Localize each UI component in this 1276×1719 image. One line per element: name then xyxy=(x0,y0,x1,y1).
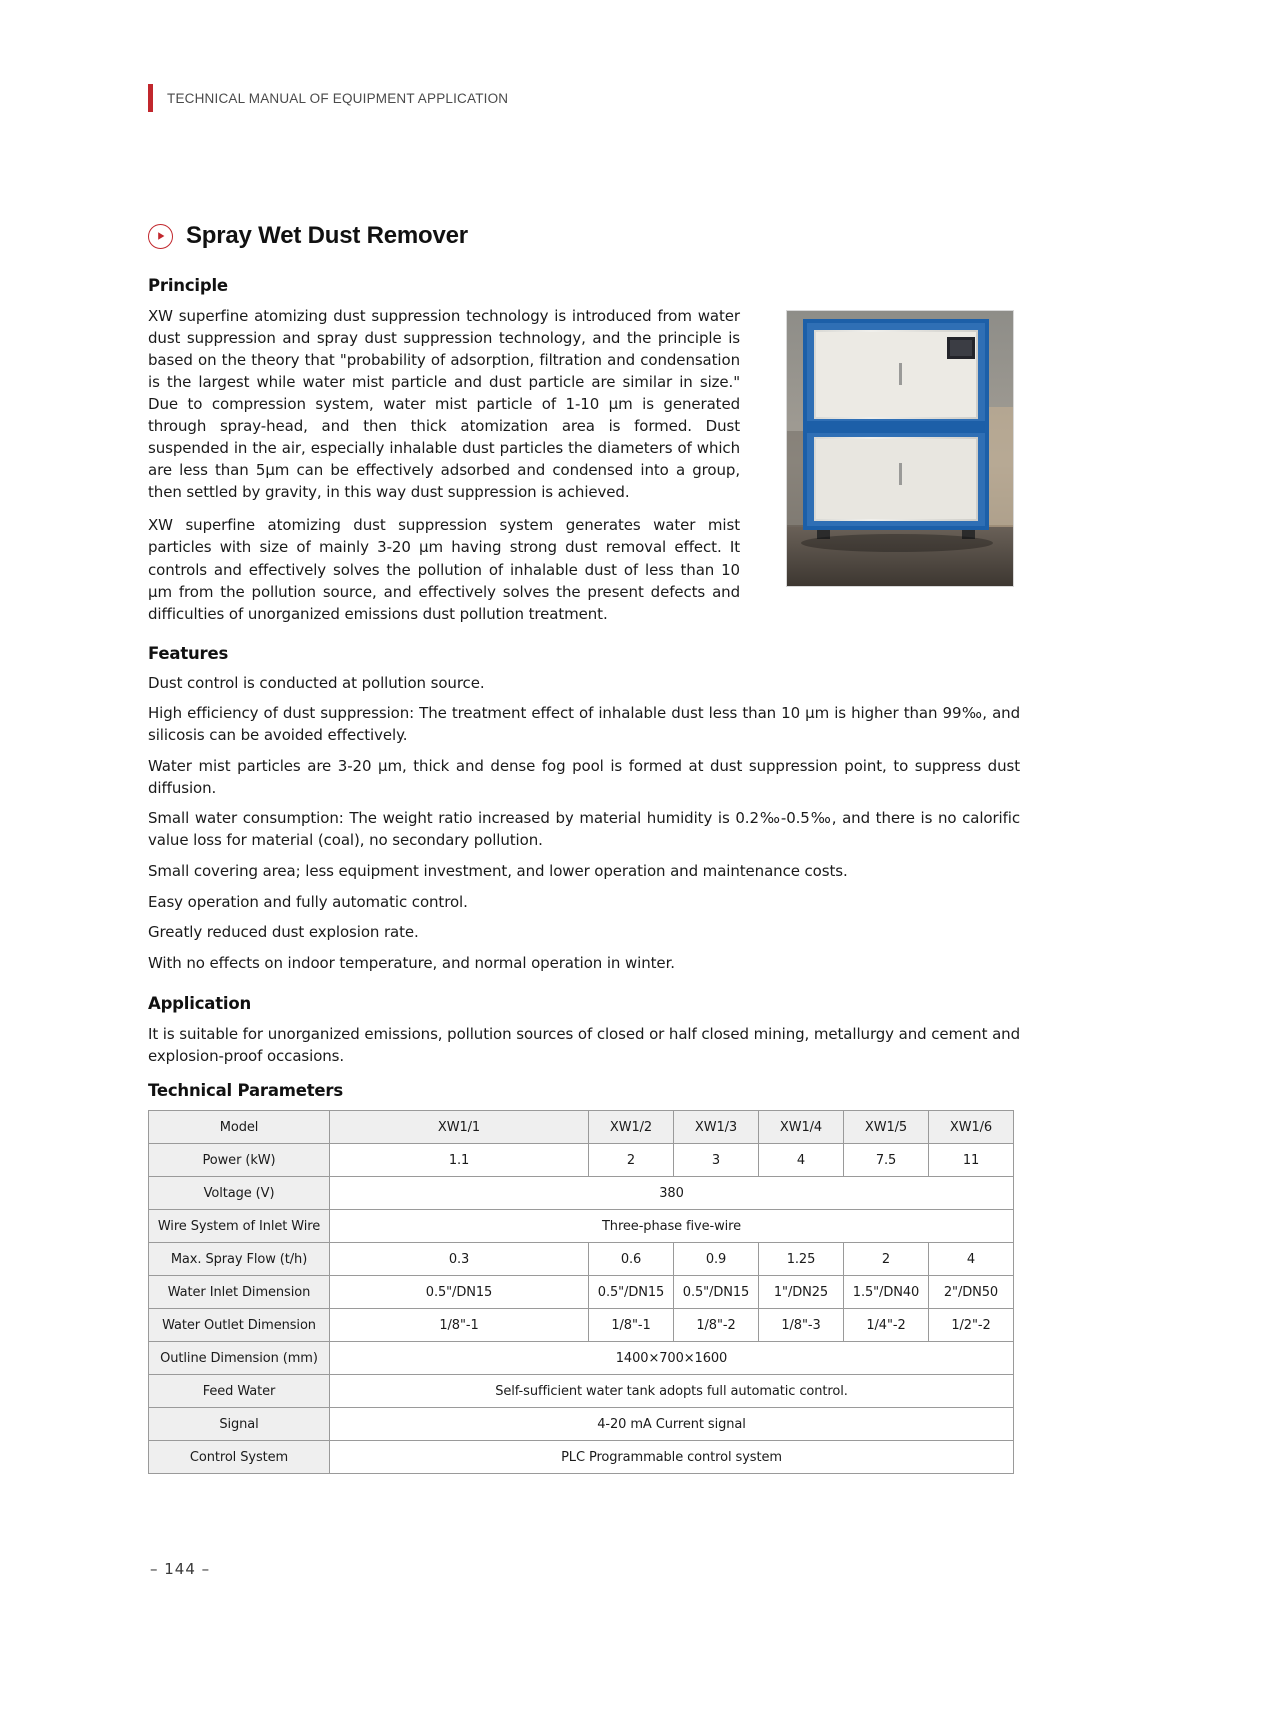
spacer xyxy=(148,625,1020,644)
table-row xyxy=(149,1210,1014,1243)
table-cell-merged: 1400×700×1600 xyxy=(330,1342,1014,1375)
table-cell: 3 xyxy=(674,1144,759,1177)
table-row xyxy=(149,1441,1014,1474)
feature-item: With no effects on indoor temperature, and normal operation in winter. xyxy=(148,954,675,973)
table-cell: 2"/DN50 xyxy=(929,1276,1014,1309)
table-cell-merged: 4-20 mA Current signal xyxy=(330,1408,1014,1441)
principle-paragraph-2: XW superfine atomizing dust suppression system generates water mist particles with size of mainly 3-20 μm having strong dust removal effect. It controls and effectively solves the pollution of inhalable dust of less than 10 μm from the pollution source, and effectively solves the present defects and difficulties of unorganized emissions dust pollution treatment. xyxy=(148,516,740,623)
feature-item: Small covering area; less equipment investment, and lower operation and maintenance costs. xyxy=(148,861,848,880)
table-row-label: Feed Water xyxy=(149,1375,330,1408)
table-cell: 1/2"-2 xyxy=(929,1309,1014,1342)
table-header-cell: XW1/3 xyxy=(674,1111,759,1144)
table-cell: 1.1 xyxy=(330,1144,589,1177)
document-content xyxy=(148,222,1020,1474)
heading-features: Features xyxy=(148,643,229,663)
table-cell: 1"/DN25 xyxy=(759,1276,844,1309)
table-cell-merged: 380 xyxy=(330,1177,1014,1210)
table-cell: 1/8"-1 xyxy=(330,1309,589,1342)
feature-item: Greatly reduced dust explosion rate. xyxy=(148,923,419,942)
table-header-cell: XW1/4 xyxy=(759,1111,844,1144)
feature-item: Water mist particles are 3-20 μm, thick and dense fog pool is formed at dust suppression point, to suppress dust diffusion. xyxy=(148,756,1020,797)
table-header-cell: XW1/5 xyxy=(844,1111,929,1144)
feature-item: Small water consumption: The weight ratio increased by material humidity is 0.2‰-0.5‰, and there is no calorific value loss for material (coal), no secondary pollution. xyxy=(148,809,1020,850)
application-text: It is suitable for unorganized emissions, pollution sources of closed or half closed mining, metallurgy and cement and explosion-proof occasions. xyxy=(148,1024,1020,1065)
table-header-cell: XW1/1 xyxy=(330,1111,589,1144)
table-row xyxy=(149,1375,1014,1408)
table-row-label: Power (kW) xyxy=(149,1144,330,1177)
table-header-row xyxy=(149,1111,1014,1144)
running-header xyxy=(148,84,508,112)
table-row xyxy=(149,1342,1014,1375)
table-cell: 1/8"-2 xyxy=(674,1309,759,1342)
principle-paragraph-1: XW superfine atomizing dust suppression technology is introduced from water dust suppression and spray dust suppression technology, and the principle is based on the theory that "probability of adsorption, filtration and condensation is the largest while water mist particle and dust particle are similar in size." Due to compression system, water mist particle of 1-10 μm is generated through spray-head, and then thick atomization area is formed. Dust suspended in the air, especially inhalable dust particles the diameters of which are less than 5μm can be effectively adsorbed and condensed into a group, then settled by gravity, in this way dust suppression is achieved. xyxy=(148,307,740,502)
table-cell: 1/8"-1 xyxy=(589,1309,674,1342)
table-cell: 1/8"-3 xyxy=(759,1309,844,1342)
header-accent-rule xyxy=(148,84,153,112)
table-cell: 1.5"/DN40 xyxy=(844,1276,929,1309)
table-row-label: Wire System of Inlet Wire xyxy=(149,1210,330,1243)
table-cell-merged: PLC Programmable control system xyxy=(330,1441,1014,1474)
table-row-label: Water Outlet Dimension xyxy=(149,1309,330,1342)
table-row-label: Outline Dimension (mm) xyxy=(149,1342,330,1375)
table-cell: 1/4"-2 xyxy=(844,1309,929,1342)
spacer xyxy=(148,975,1020,994)
technical-parameters-table xyxy=(148,1110,1014,1474)
table-cell: 0.5"/DN15 xyxy=(330,1276,589,1309)
table-row xyxy=(149,1243,1014,1276)
table-header-cell: XW1/6 xyxy=(929,1111,1014,1144)
table-cell-merged: Self-sufficient water tank adopts full automatic control. xyxy=(330,1375,1014,1408)
table-cell-merged: Three-phase five-wire xyxy=(330,1210,1014,1243)
table-cell: 11 xyxy=(929,1144,1014,1177)
table-row-label: Voltage (V) xyxy=(149,1177,330,1210)
heading-principle: Principle xyxy=(148,276,228,295)
feature-item: Dust control is conducted at pollution source. xyxy=(148,673,485,692)
table-row xyxy=(149,1276,1014,1309)
feature-item: High efficiency of dust suppression: The treatment effect of inhalable dust less than 10 μm is higher than 99‰, and silicosis can be avoided effectively. xyxy=(148,704,1020,745)
table-cell: 0.5"/DN15 xyxy=(589,1276,674,1309)
table-row xyxy=(149,1309,1014,1342)
page-title-row xyxy=(148,222,1020,250)
running-header-title: TECHNICAL MANUAL OF EQUIPMENT APPLICATION xyxy=(167,90,509,106)
principle-text-block xyxy=(148,305,740,625)
table-row-label: Water Inlet Dimension xyxy=(149,1276,330,1309)
table-cell: 0.6 xyxy=(589,1243,674,1276)
circle-arrow-right-icon xyxy=(148,224,173,249)
table-cell: 0.5"/DN15 xyxy=(674,1276,759,1309)
table-cell: 4 xyxy=(759,1144,844,1177)
page-title: Spray Wet Dust Remover xyxy=(186,222,468,249)
table-cell: 1.25 xyxy=(759,1243,844,1276)
table-cell: 2 xyxy=(844,1243,929,1276)
table-row-label: Control System xyxy=(149,1441,330,1474)
table-cell: 2 xyxy=(589,1144,674,1177)
heading-application: Application xyxy=(148,993,252,1013)
table-row-label: Max. Spray Flow (t/h) xyxy=(149,1243,330,1276)
table-cell: 7.5 xyxy=(844,1144,929,1177)
table-row xyxy=(149,1144,1014,1177)
table-cell: 4 xyxy=(929,1243,1014,1276)
page-number: – 144 – xyxy=(150,1560,211,1578)
table-header-cell: XW1/2 xyxy=(589,1111,674,1144)
table-cell: 0.9 xyxy=(674,1243,759,1276)
spacer xyxy=(148,1067,1020,1081)
table-row-label: Signal xyxy=(149,1408,330,1441)
table-header-cell: Model xyxy=(149,1111,330,1144)
feature-item: Easy operation and fully automatic control. xyxy=(148,892,468,911)
table-row xyxy=(149,1177,1014,1210)
table-cell: 0.3 xyxy=(330,1243,589,1276)
table-row xyxy=(149,1408,1014,1441)
heading-technical-parameters: Technical Parameters xyxy=(148,1081,343,1100)
